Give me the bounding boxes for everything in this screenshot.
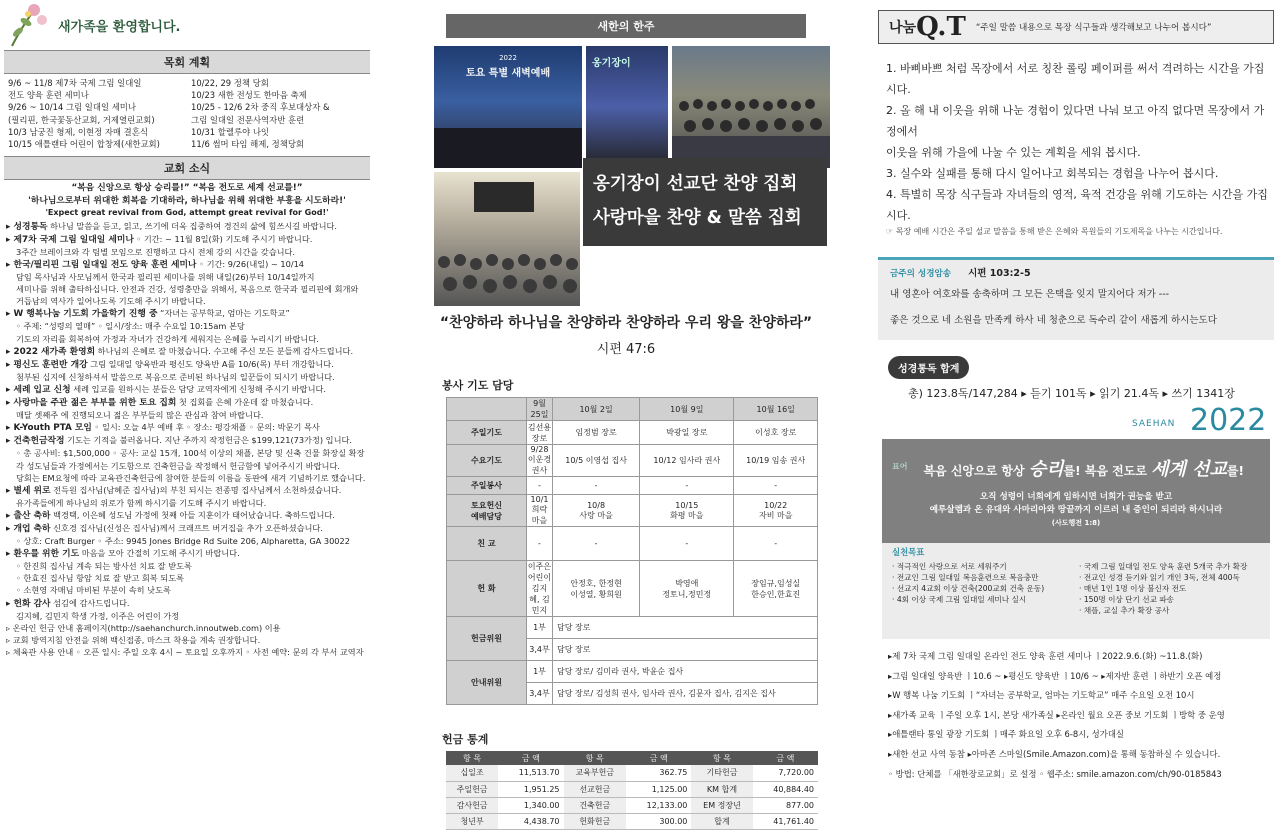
news-item-title: ▸ 환우를 위한 기도	[6, 549, 80, 560]
news-item: 3주간 브레이크와 각 팀별 모임으로 진행하고 다시 전체 강의 시간을 갖습니다.	[16, 246, 296, 257]
row-label: 토요헌신 예배담당	[447, 495, 527, 527]
fin-label: 건축헌금	[564, 797, 627, 813]
news-item-text: 백경택, 이은혜 성도님 가정에 첫째 아들 지훈이가 태어났습니다. 축하드립니다.	[50, 509, 335, 520]
photo-collage	[430, 46, 822, 260]
table-cell: 9/28 이운경 권사	[527, 445, 552, 475]
motto-main	[892, 455, 1260, 481]
fin-amount: 1,951.25	[498, 781, 563, 797]
welcome-text: 새가족을 환영합니다.	[58, 19, 181, 35]
fin-header: 항 목	[564, 751, 627, 765]
table-cell: 김선용 장로	[527, 422, 552, 443]
news-item: 유가족들에게 하나님의 위로가 함께 하시기를 기도해 주시기 바랍니다.	[16, 497, 267, 508]
plan-item: 10/23 새한 전성도 한마음 축제	[191, 90, 307, 101]
news-item: ◦ 총 공사비: $1,500,000 ◦ 공사: 교실 15개, 100석 이상의 채플, 본당 및 신축 건물 화장실 확장	[16, 448, 365, 459]
motto-line: 오직 성령이 너희에게 임하시면 너희가 권능을 받고	[979, 492, 1173, 502]
goals-grid	[892, 561, 1260, 616]
plan-item: 9/26 ~ 10/14 그림 일대일 세미나	[8, 102, 136, 113]
service-table	[446, 397, 818, 705]
motto-part: 를! 복음 전도로	[1063, 464, 1152, 478]
news-item-title: ▸ 사랑마을 주관 젊은 부부를 위한 토요 집회	[6, 398, 177, 409]
bible-reading-stats: 총) 123.8독/147,284 ▸ 듣기 101독 ▸ 읽기 21.4독 ▸ 쓰기 1341장	[908, 387, 1235, 400]
fin-amount: 300.00	[626, 813, 691, 829]
fin-label: 합계	[691, 813, 752, 829]
qt-list	[878, 44, 1274, 226]
date-header: 10월 16일	[734, 398, 818, 421]
motto-part: 복음 신앙으로 항상	[923, 464, 1029, 478]
row-label: 헌 화	[447, 561, 527, 617]
fin-label: 헌화헌금	[564, 813, 627, 829]
fin-label: EM 정장년	[691, 797, 752, 813]
table-row	[447, 477, 818, 495]
table-cell: 10/1 희락 마을	[527, 495, 553, 527]
finance-title: 헌금 통계	[442, 733, 489, 746]
notice-item: ◦ 방법: 단체를 「새한장로교회」로 설정 ◦ 웹주소: smile.amazon.com/ch/90-0185843	[888, 768, 1222, 779]
fin-label: 주일헌금	[446, 781, 498, 797]
news-item-title: ▸ K-Youth PTA 모임	[6, 423, 92, 434]
plan-item: 10/25 - 12/6 2차 중직 후보대상자 &	[191, 102, 330, 113]
news-item-title: ▸ 평신도 훈련반 개강	[6, 359, 88, 370]
news-item: 거듭남의 역사가 일어나도록 기도해 주시기 바랍니다.	[16, 296, 206, 307]
fin-label: KM 합계	[691, 781, 752, 797]
goal-item: · 4회 이상 국제 그림 일대일 세미나 실시	[892, 595, 1027, 604]
photo-1	[434, 46, 582, 168]
row-label: 주일기도	[447, 421, 527, 445]
news-item-title: ▸ 개업 축하	[6, 523, 51, 534]
church-name: SAEHAN	[1132, 419, 1176, 429]
flower-icon	[4, 2, 50, 48]
table-row	[447, 661, 818, 683]
table-cell: 담당 장로/ 김성희 권사, 임사라 권사, 김문자 집사, 김지은 집사	[553, 683, 818, 705]
goal-item: · 매년 1인 1명 이상 불신자 전도	[1079, 584, 1187, 593]
goal-item: · 적극적인 사랑으로 서로 세워주기	[892, 562, 1007, 571]
event-caption: 사랑마을 찬양 & 말씀 집회	[593, 208, 802, 228]
news-item	[6, 597, 368, 610]
goal-item: · 국제 그림 일대일 전도 양육 훈련 5개국 추가 확장	[1079, 562, 1248, 571]
news-item-text: ◦ 일시: 오늘 4부 예배 후 ◦ 장소: 평강채플 ◦ 문의: 박문기 목사	[91, 422, 320, 433]
news-item-title: ▸ 세례 입교 신청	[6, 384, 71, 395]
news-item	[6, 345, 368, 358]
hymn-verse: 시편 47:6	[596, 342, 656, 357]
table-cell: 10/12 임사라 권사	[640, 445, 734, 477]
news-item: 매달 셋째주 에 진행되오니 젊은 부부들의 많은 관심과 참여 바랍니다.	[16, 410, 264, 421]
news-item	[6, 484, 368, 497]
event-caption-box	[583, 158, 827, 246]
table-cell: -	[640, 527, 734, 561]
table-cell: -	[553, 527, 640, 561]
fin-amount: 362.75	[626, 765, 691, 781]
date-header: 10월 2일	[553, 398, 640, 421]
news-item-text: 기도는 기적을 불러옵니다. 지난 주까지 작정헌금은 $199,121(73가정) 입니다.	[64, 435, 353, 446]
table-cell: 1부	[527, 617, 553, 639]
fin-header: 금 액	[498, 751, 563, 765]
qt-item: 3. 실수와 실패를 통해 다시 일어나고 회복되는 경험을 나누어 봅시다.	[886, 167, 1219, 180]
week-title: 새한의 한주	[446, 14, 806, 38]
fin-header: 금 액	[753, 751, 818, 765]
table-cell: -	[734, 527, 818, 561]
motto-line: (사도행전 1:8)	[1051, 519, 1101, 527]
news-item: 김지혜, 김민지 학생 가정, 이주은 어린이 가정	[16, 610, 180, 621]
table-row	[446, 765, 818, 781]
news-item-text: 하나님 말씀을 듣고, 읽고, 쓰기에 더욱 집중하여 경건의 삶에 힘쓰시길 바랍니다.	[47, 220, 338, 231]
table-cell: 이주은 어린이 김지혜, 김민지	[527, 562, 552, 615]
fin-label: 청년부	[446, 813, 498, 829]
plan-right	[191, 77, 368, 150]
photo-caption: 토요 특별 새벽예배	[465, 68, 551, 79]
notice-list	[878, 639, 1274, 784]
finance-table	[446, 751, 818, 830]
bible-memory-line: 내 영혼아 여호와를 송축하며 그 모든 은택을 잊지 말지어다 저가 ---	[890, 289, 1170, 300]
goals-label: 실천목표	[892, 547, 925, 557]
news-list	[4, 180, 370, 660]
news-item-text: 신호경 집사님(신성은 집사님)께서 크래프트 버거집을 추가 오픈하셨습니다.	[50, 522, 323, 533]
news-item-text: ◦ 기간: ~ 11월 8일(화) 기도해 주시기 바랍니다.	[133, 233, 313, 244]
table-cell: 담당 장로/ 김미라 권사, 박윤순 집사	[553, 661, 818, 683]
table-cell: 10/5 이영섭 집사	[553, 445, 640, 477]
bible-memory-label: 금주의 성경암송	[890, 269, 952, 279]
motto-part: 세계 선교	[1151, 459, 1227, 480]
goal-item: · 전교인 그림 일대일 복음훈련으로 복음충만	[892, 573, 1039, 582]
row-label: 주일봉사	[447, 477, 527, 495]
news-item	[6, 307, 368, 320]
date-header: 10월 9일	[640, 398, 734, 421]
notice-item: ▸제 7차 국제 그림 일대일 온라인 전도 양육 훈련 세미나 ㅣ2022.9.6.(화) ~11.8.(화)	[888, 651, 1203, 661]
welcome-banner	[4, 0, 370, 50]
news-item	[6, 634, 368, 646]
table-cell: 담당 장로	[553, 639, 818, 661]
table-row	[447, 561, 818, 617]
bible-memory-box	[878, 257, 1274, 340]
news-item: ◦ 한효진 집사님 항암 치료 잘 받고 회복 되도록	[16, 573, 185, 584]
table-cell: 장임규,임성실 한승인,한효진	[734, 561, 818, 617]
news-item-title: ▸ 출산 축하	[6, 510, 51, 521]
plan-item: 10/3 남궁진 형제, 이현정 자매 결혼식	[8, 126, 148, 137]
photo-4	[434, 172, 580, 306]
qt-item: 4. 특별히 목장 식구들과 자녀들의 영적, 육적 건강을 위해 기도하는 시간을 가집시다.	[886, 188, 1268, 222]
year-text: 2022	[1190, 403, 1267, 438]
motto-box	[882, 439, 1270, 543]
table-row	[447, 617, 818, 639]
news-headline: “복음 신앙으로 항상 승리를!” “복음 전도로 세계 선교를!”	[71, 183, 303, 194]
table-row	[447, 445, 818, 477]
news-items	[6, 220, 368, 658]
news-item-text: 하나님의 은혜로 잘 마쳤습니다. 수고해 주신 모든 분들께 감사드립니다.	[95, 345, 354, 356]
photo-3	[672, 46, 830, 168]
goals-left	[892, 561, 1073, 616]
table-cell: 임정범 장로	[553, 421, 640, 445]
plan-item: 10/31 할렐루야 나잇	[191, 126, 270, 137]
table-row	[446, 797, 818, 813]
news-item: 기도의 자리를 회복하여 가정과 자녀가 건강하게 세워지는 은혜를 누리시기 바랍니다.	[16, 333, 319, 344]
news-item-title: ▸ 성경통독	[6, 221, 48, 232]
news-item: 첨부된 십지에 신청하셔서 말씀으로 복음으로 준비된 하나님의 일꾼들이 되시기 바랍니다.	[16, 371, 335, 382]
goal-item: · 채플, 교실 추가 확장 공사	[1079, 606, 1170, 615]
goals-right	[1079, 561, 1260, 616]
notice-item: ▸그림 일대일 양육반 ㅣ10.6 ~ ▸평신도 양육반 ㅣ10/6 ~ ▸제자반 훈련 ㅣ하반기 오픈 예정	[888, 670, 1222, 681]
fin-label: 기타헌금	[691, 765, 752, 781]
fin-header: 항 목	[691, 751, 752, 765]
news-item	[6, 646, 368, 658]
table-cell: 10/8 사랑 마을	[553, 495, 640, 527]
fin-amount: 11,513.70	[498, 765, 563, 781]
fin-label: 십일조	[446, 765, 498, 781]
plan-item: 10/22, 29 정책 당회	[191, 78, 269, 88]
goals-box	[882, 543, 1270, 639]
fin-amount: 12,133.00	[626, 797, 691, 813]
plan-item: (필리핀, 한국꽃동산교회, 거제열린교회)	[8, 114, 155, 125]
news-item: 당회는 EM요청에 따라 교육관건축헌금에 참여한 분들의 이름을 동판에 새겨 기념하기로 했습니다.	[16, 472, 366, 483]
qt-title: Q.T	[916, 12, 966, 42]
fin-amount: 40,884.40	[753, 781, 818, 797]
table-row	[446, 781, 818, 797]
plan-left	[8, 77, 185, 150]
table-cell: -	[734, 477, 818, 495]
table-cell: -	[527, 477, 553, 495]
motto-part: 승리	[1028, 459, 1064, 480]
table-cell: 3,4부	[527, 639, 553, 661]
news-item: ◦ 소현영 자매님 마비된 부분이 속히 낫도록	[16, 585, 171, 596]
news-item: 담임 목사님과 사모님께서 한국과 필리핀 세미나를 위해 내일(26)부터 10/14일까지	[16, 272, 315, 283]
news-item-text: ◦ 기간: 9/26(내일) ~ 10/14	[196, 259, 304, 269]
news-item	[6, 258, 368, 271]
table-row	[446, 751, 818, 765]
news-item	[6, 622, 368, 634]
fin-label: 교육부헌금	[564, 765, 627, 781]
goal-item: · 선교지 4교회 이상 건축(200교회 건축 운동)	[892, 584, 1045, 593]
news-item-text: “자녀는 공부학교, 엄마는 기도학교”	[157, 308, 290, 319]
table-cell: 10/15 화평 마을	[640, 495, 734, 527]
news-item	[6, 509, 368, 522]
table-row	[447, 495, 818, 527]
table-cell: 1부	[527, 661, 553, 683]
table-cell: -	[640, 477, 734, 495]
table-cell: 이성호 장로	[734, 421, 818, 445]
motto-line: 예루살렘과 온 유대와 사마리아와 땅끝까지 이르러 내 증인이 되리라 하시니라	[929, 505, 1223, 515]
fin-amount: 1,340.00	[498, 797, 563, 813]
fin-label: 감사헌금	[446, 797, 498, 813]
photo-caption: 옹기장이	[592, 58, 631, 69]
year-banner	[878, 403, 1274, 439]
bible-memory-header	[890, 266, 1262, 282]
news-item-text: 그림 일대일 양육반과 평신도 양육반 A를 10/6(목) 부터 개강합니다.	[87, 358, 334, 369]
table-row	[447, 398, 818, 421]
motto-label: 표어	[892, 462, 908, 471]
left-column	[0, 0, 374, 783]
fin-amount: 877.00	[753, 797, 818, 813]
news-item	[6, 383, 368, 396]
qt-item: 1. 바삐바쁘 처럼 목장에서 서로 칭찬 롤링 페이퍼를 써서 격려하는 시간을 가집시다.	[886, 62, 1265, 96]
news-item-text: 전득원 집사님(남혜준 집사님)의 부친 되시는 전종명 집사님께서 소천하셨습니다.	[50, 484, 342, 495]
table-cell: 10/22 자비 마을	[734, 495, 818, 527]
plan-item: 9/6 ~ 11/8 제7차 국제 그림 일대일	[8, 78, 142, 88]
qt-header	[878, 10, 1274, 44]
table-cell: -	[527, 527, 553, 561]
plan-item: 11/6 썸머 타임 해제, 정책당회	[191, 139, 305, 150]
news-item-title: ▸ 헌화 감사	[6, 598, 51, 609]
goal-item: · 전교인 성경 듣기와 읽기 개인 3독, 전체 400독	[1079, 573, 1240, 582]
notice-item: ▸새한 선교 사역 동참 ▸아마존 스마일(Smile.Amazon.com)을 통해 동참하실 수 있습니다.	[888, 748, 1221, 759]
middle-column	[430, 0, 822, 826]
news-item: ◦ 상호: Craft Burger ◦ 주소: 9945 Jones Bridge Rd Suite 206, Alpharetta, GA 30022	[16, 536, 350, 547]
news-item-text: ▹ 온라인 헌금 안내 홈페이지(http://saehanchurch.innoutweb.com) 이용	[6, 622, 281, 633]
news-item-title: ▸ 한국/필리핀 그림 일대일 전도 양육 훈련 세미나	[6, 260, 197, 270]
news-item	[6, 434, 368, 447]
news-item-text: 세례 입교를 원하시는 분들은 담당 교역자에게 신청해 주시기 바랍니다.	[70, 383, 326, 394]
news-item-text: 마음을 모아 간절히 기도해 주시기 바랍니다.	[79, 548, 240, 559]
fin-header: 금 액	[626, 751, 691, 765]
table-corner	[447, 398, 527, 421]
fin-label: 선교헌금	[564, 781, 627, 797]
table-cell: 안정호, 한정현 이성열, 황희원	[553, 561, 640, 617]
news-item: ◦ 한진희 집사님 계속 되는 방사선 치료 잘 받도록	[16, 561, 192, 572]
bible-reading-pill: 성경통독 합계	[888, 356, 969, 379]
news-item	[6, 233, 368, 246]
plan-item: 그림 일대일 전문사역자반 훈련	[191, 114, 305, 125]
news-headline: '하나님으로부터 위대한 회복을 기대하라, 하나님을 위해 위대한 부흥을 시도하라!'	[28, 195, 346, 206]
service-title: 봉사 기도 담당	[442, 379, 514, 392]
table-cell: 담당 장로	[553, 617, 818, 639]
notice-item: ▸애틀랜타 통일 광장 기도회 ㅣ매주 화요일 오후 6-8시, 성가대실	[888, 729, 1125, 740]
news-item	[6, 547, 368, 560]
table-cell: 10/19 임송 권사	[734, 445, 818, 477]
goal-item: · 150명 이상 단기 선교 파송	[1079, 595, 1174, 604]
table-cell: 3,4부	[527, 683, 553, 705]
table-row	[446, 813, 818, 829]
fin-amount: 41,761.40	[753, 813, 818, 829]
news-item: ◦ 주제: “성령의 열매” ◦ 일시/장소: 매주 수요일 10:15am 본당	[16, 321, 245, 332]
bible-memory-ref: 시편 103:2-5	[968, 268, 1031, 279]
table-cell: 박영애 정토니,정민정	[640, 561, 734, 617]
news-item-title: ▸ 2022 새가족 환영회	[6, 346, 96, 357]
photo-caption: 2022	[499, 54, 517, 62]
row-label: 수요기도	[447, 445, 527, 477]
fin-amount: 7,720.00	[753, 765, 818, 781]
plan-title: 목회 계획	[4, 50, 370, 74]
fin-amount: 1,125.00	[626, 781, 691, 797]
plan-item: 10/15 애틀랜타 어린이 합창제(새한교회)	[8, 139, 160, 150]
news-item-title: ▸ 별세 위로	[6, 485, 51, 496]
qt-note: ☞ 목장 예배 시간은 주일 설교 말씀을 통해 받은 은혜와 목원들의 기도제목을 나누는 시간입니다.	[886, 227, 1223, 236]
row-label: 안내위원	[447, 661, 527, 705]
motto-part: 를!	[1226, 464, 1244, 478]
news-item	[6, 421, 368, 434]
fin-header: 항 목	[446, 751, 498, 765]
row-label: 헌금위원	[447, 617, 527, 661]
news-item	[6, 396, 368, 409]
news-item	[6, 522, 368, 535]
news-item: 세미나를 위해 출타하십니다. 안전과 건강, 성령충만을 위해서, 복음으로 한국과 필리핀에 회개와	[16, 284, 359, 295]
news-title: 교회 소식	[4, 156, 370, 180]
event-caption: 옹기장이 선교단 찬양 집회	[593, 174, 798, 194]
news-item-text: 섬김에 감사드립니다.	[50, 597, 130, 608]
news-item: 각 성도님들과 가정에서는 기도함으로 건축헌금을 작정해서 헌금함에 넣어주시기 바랍니다.	[16, 460, 340, 471]
qt-quote: “주일 말씀 내용으로 목장 식구들과 생각해보고 나누어 봅시다”	[975, 23, 1212, 33]
news-headline: 'Expect great revival from God, attempt great revival for God!'	[45, 208, 329, 218]
news-item	[6, 358, 368, 371]
qt-item: 이웃을 위해 가을에 나눌 수 있는 계획을 세워 봅시다.	[886, 146, 1141, 159]
motto-verse	[892, 491, 1260, 530]
news-item-title: ▸ 건축헌금작정	[6, 436, 65, 447]
notice-item: ▸새가족 교육 ㅣ주일 오후 1시, 본당 새가족실 ▸온라인 월요 오픈 중보 기도회 ㅣ방학 중 운영	[888, 709, 1225, 720]
hymn-quote: “찬양하라 하나님을 찬양하라 찬양하라 우리 왕을 찬양하라”	[439, 315, 813, 331]
photo-2	[586, 46, 668, 168]
table-row	[447, 527, 818, 561]
news-item-text: 첫 집회를 은혜 가운데 잘 마쳤습니다.	[176, 397, 314, 408]
notice-item: ▸W 행복 나눔 기도회 ㅣ“자녀는 공부학교, 엄마는 기도학교” 매주 수요일 오전 10시	[888, 690, 1195, 701]
bible-memory-line: 좋은 것으로 네 소원을 만족케 하사 네 청춘으로 독수리 같이 새롭게 하시는도다	[890, 315, 1217, 326]
date-header: 9월 25일	[527, 398, 553, 421]
table-cell: -	[553, 477, 640, 495]
news-item	[6, 220, 368, 233]
plan-list	[4, 74, 370, 156]
news-item-text: ▹ 체육관 사용 안내 ◦ 오픈 일시: 주일 오후 4시 ~ 토요일 오후까지 ◦ 사전 예약: 문의 각 부서 교역자	[6, 646, 364, 657]
news-item-title: ▸ 제7차 국제 그림 일대일 세미나	[6, 234, 134, 245]
table-cell: 박광일 장로	[640, 421, 734, 445]
news-item-text: ▹ 교회 방역지침 안전을 위해 백신접종, 마스크 착용을 계속 권장합니다.	[6, 634, 261, 645]
news-item-title: ▸ W 행복나눔 기도회 가을학기 진행 중	[6, 309, 158, 320]
qt-label: 나눔	[889, 20, 917, 36]
row-label: 친 교	[447, 527, 527, 561]
table-row	[447, 421, 818, 445]
qt-item: 2. 올 해 내 이웃을 위해 나눈 경험이 있다면 나눠 보고 아직 없다면 목장에서 가정에서	[886, 104, 1265, 138]
fin-amount: 4,438.70	[498, 813, 563, 829]
plan-item: 전도 양육 훈련 세미나	[8, 90, 89, 101]
right-column	[878, 0, 1274, 783]
